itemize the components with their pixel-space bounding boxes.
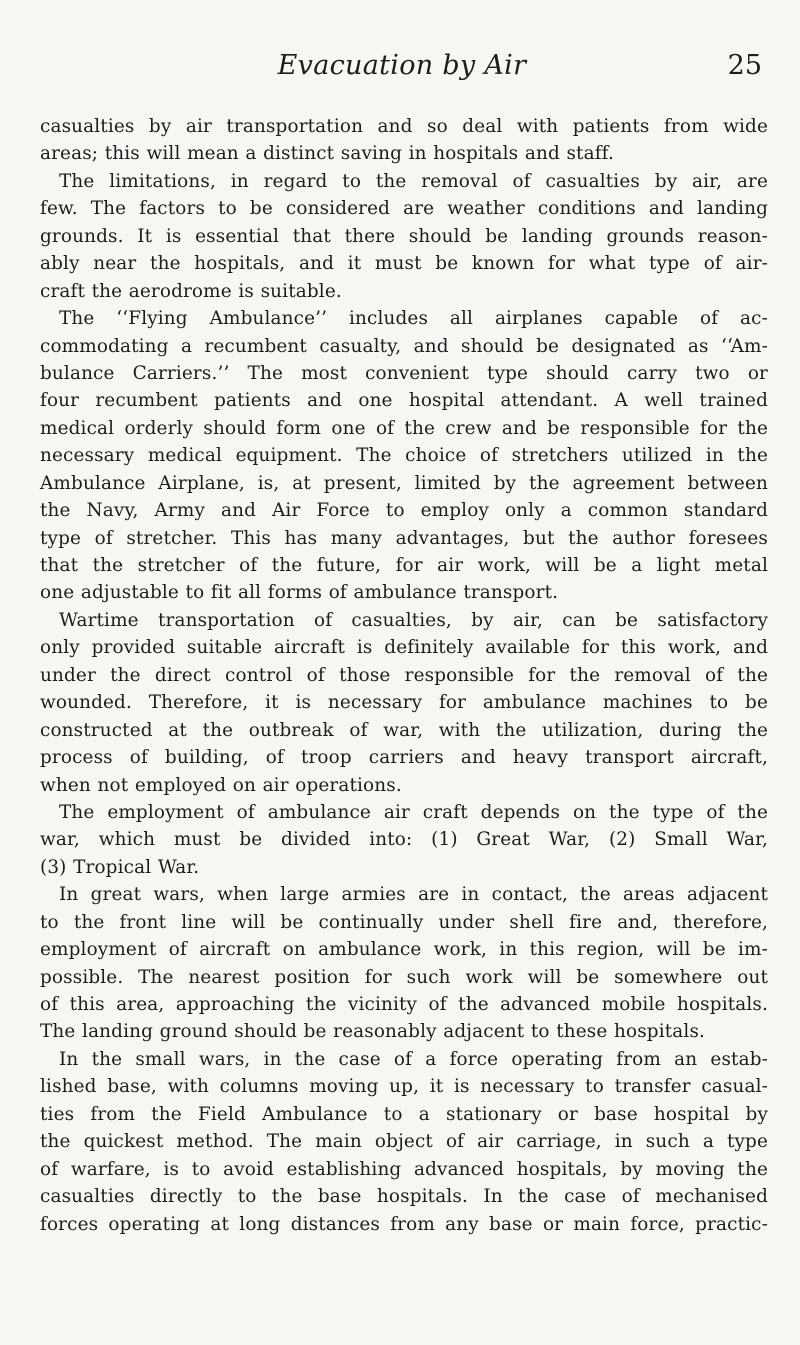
page-number: 25 <box>727 50 762 81</box>
text-line: The ‘‘Flying Ambulance’’ includes all airplanes capable of ac- <box>59 308 768 330</box>
text-line: process of building, of troop carriers and heavy transport aircraft, <box>40 747 768 769</box>
text-line: Ambulance Airplane, is, at present, limited by the agreement between <box>40 472 768 494</box>
text-line: of this area, approaching the vicinity of the advanced mobile hospitals. <box>40 994 768 1015</box>
text-line: the quickest method. The main object of air carriage, in such a type <box>40 1131 768 1153</box>
text-line: casualties directly to the base hospitals. In the case of mechanised <box>40 1186 768 1208</box>
text-line: In great wars, when large armies are in contact, the areas adjacent <box>59 884 768 906</box>
text-line: The landing ground should be reasonably adjacent to these hospitals. <box>40 1021 706 1043</box>
running-title: Evacuation by Air <box>277 50 527 81</box>
text-line: bulance Carriers.’’ The most convenient type should carry two or <box>40 362 768 384</box>
text-line: areas; this will mean a distinct saving in hospitals and staff. <box>40 143 614 165</box>
text-line: to the front line will be continually under shell fire and, therefore, <box>40 911 768 933</box>
text-line: that the stretcher of the future, for air work, will be a light metal <box>40 555 768 576</box>
body-text <box>40 113 768 1238</box>
text-line: necessary medical equipment. The choice of stretchers utilized in the <box>40 445 768 467</box>
text-line: employment of aircraft on ambulance work, in this region, will be im- <box>40 939 768 961</box>
text-line: ties from the Field Ambulance to a stationary or base hospital by <box>40 1103 768 1125</box>
text-line: few. The factors to be considered are weather conditions and landing <box>40 198 768 220</box>
text-line: (3) Tropical War. <box>40 856 200 878</box>
text-line: The employment of ambulance air craft depends on the type of the <box>59 801 768 823</box>
text-line: possible. The nearest position for such work will be somewhere out <box>40 966 768 988</box>
text-line: war, which must be divided into: (1) Great War, (2) Small War, <box>40 829 768 851</box>
page-header <box>40 50 764 90</box>
text-line: grounds. It is essential that there should be landing grounds reason- <box>40 225 768 247</box>
text-line: only provided suitable aircraft is definitely available for this work, and <box>40 637 768 659</box>
text-line: the Navy, Army and Air Force to employ only a common standard <box>40 500 768 522</box>
text-line: casualties by air transportation and so deal with patients from wide <box>40 116 768 137</box>
text-line: of warfare, is to avoid establishing advanced hospitals, by moving the <box>40 1158 768 1180</box>
text-line: one adjustable to fit all forms of ambulance transport. <box>40 582 559 604</box>
text-line: four recumbent patients and one hospital attendant. A well trained <box>40 390 768 412</box>
text-line: wounded. Therefore, it is necessary for ambulance machines to be <box>40 692 768 714</box>
text-line: ably near the hospitals, and it must be known for what type of air- <box>40 253 768 275</box>
text-line: type of stretcher. This has many advantages, but the author foresees <box>40 527 768 549</box>
text-line: craft the aerodrome is suitable. <box>40 280 342 302</box>
text-line: constructed at the outbreak of war, with the utilization, during the <box>40 719 768 741</box>
text-line: forces operating at long distances from any base or main force, practic- <box>40 1213 768 1235</box>
text-line: medical orderly should form one of the crew and be responsible for the <box>40 417 768 439</box>
text-line: when not employed on air operations. <box>40 774 402 796</box>
text-line: The limitations, in regard to the removal of casualties by air, are <box>59 170 768 192</box>
text-line: In the small wars, in the case of a force operating from an estab- <box>59 1048 768 1070</box>
text-line: commodating a recumbent casualty, and should be designated as ‘‘Am- <box>40 335 768 357</box>
text-line: lished base, with columns moving up, it is necessary to transfer casual- <box>40 1076 768 1098</box>
text-line: Wartime transportation of casualties, by air, can be satisfactory <box>59 609 768 631</box>
text-line: under the direct control of those responsible for the removal of the <box>40 664 768 686</box>
